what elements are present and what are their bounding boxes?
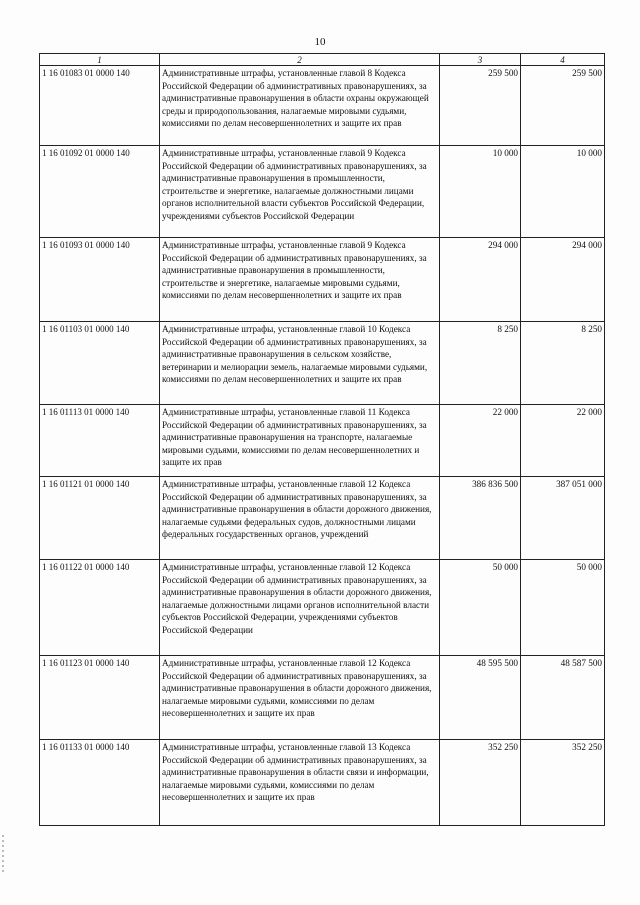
row-code: 1 16 01121 01 0000 140 bbox=[40, 477, 160, 560]
table-row bbox=[40, 477, 605, 560]
table-row bbox=[40, 146, 605, 238]
header-col-4: 4 bbox=[521, 54, 605, 66]
row-code: 1 16 01123 01 0000 140 bbox=[40, 656, 160, 740]
row-code: 1 16 01103 01 0000 140 bbox=[40, 322, 160, 405]
row-code: 1 16 01113 01 0000 140 bbox=[40, 405, 160, 477]
header-col-3: 3 bbox=[440, 54, 521, 66]
row-value-col3: 294 000 bbox=[440, 238, 521, 322]
row-value-col3: 48 595 500 bbox=[440, 656, 521, 740]
row-description: Административные штрафы, установленные главой 12 Кодекса Российской Федерации об административных правонарушениях, за административные правонарушения в области дорожного движения, налагаемые мировыми судьями, комиссиями по делам несовершеннолетних и защите их прав bbox=[160, 656, 440, 740]
row-value-col4: 50 000 bbox=[521, 560, 605, 656]
row-description: Административные штрафы, установленные главой 8 Кодекса Российской Федерации об административных правонарушениях, за административные правонарушения в области охраны окружающей среды и природопользования, налагаемые мировыми судьями, комиссиями по делам несовершеннолетних и защите их прав bbox=[160, 66, 440, 146]
row-description: Административные штрафы, установленные главой 9 Кодекса Российской Федерации об административных правонарушениях, за административные правонарушения в промышленности, строительстве и энергетике, налагаемые должностными лицами органов исполнительной власти субъектов Российской Федерации, учреждениями субъектов Российской Федерации bbox=[160, 146, 440, 238]
row-value-col4: 48 587 500 bbox=[521, 656, 605, 740]
row-code: 1 16 01133 01 0000 140 bbox=[40, 740, 160, 826]
table-row bbox=[40, 238, 605, 322]
table-header bbox=[40, 54, 605, 66]
row-value-col4: 352 250 bbox=[521, 740, 605, 826]
row-code: 1 16 01122 01 0000 140 bbox=[40, 560, 160, 656]
row-value-col3: 352 250 bbox=[440, 740, 521, 826]
table-row bbox=[40, 656, 605, 740]
row-value-col4: 294 000 bbox=[521, 238, 605, 322]
row-value-col4: 259 500 bbox=[521, 66, 605, 146]
row-value-col3: 8 250 bbox=[440, 322, 521, 405]
table-row bbox=[40, 740, 605, 826]
header-col-1: 1 bbox=[40, 54, 160, 66]
page-number: 10 bbox=[314, 36, 326, 48]
row-value-col4: 10 000 bbox=[521, 146, 605, 238]
row-description: Административные штрафы, установленные главой 12 Кодекса Российской Федерации об административных правонарушениях, за административные правонарушения в области дорожного движения, налагаемые должностными лицами органов исполнительной власти субъектов Российской Федерации, учреждениями субъектов Российской Федерации bbox=[160, 560, 440, 656]
row-description: Административные штрафы, установленные главой 9 Кодекса Российской Федерации об административных правонарушениях, за административные правонарушения в промышленности, строительстве и энергетике, налагаемые мировыми судьями, комиссиями по делам несовершеннолетних и защите их прав bbox=[160, 238, 440, 322]
row-value-col4: 8 250 bbox=[521, 322, 605, 405]
header-col-2: 2 bbox=[160, 54, 440, 66]
table-body bbox=[40, 66, 605, 826]
row-description: Административные штрафы, установленные главой 13 Кодекса Российской Федерации об административных правонарушениях, за административные правонарушения в области связи и информации, налагаемые мировыми судьями, комиссиями по делам несовершеннолетних и защите их прав bbox=[160, 740, 440, 826]
row-value-col4: 387 051 000 bbox=[521, 477, 605, 560]
row-value-col3: 386 836 500 bbox=[440, 477, 521, 560]
row-code: 1 16 01092 01 0000 140 bbox=[40, 146, 160, 238]
scan-edge-mark bbox=[2, 835, 4, 875]
row-description: Административные штрафы, установленные главой 11 Кодекса Российской Федерации об административных правонарушениях, за административные правонарушения на транспорте, налагаемые мировыми судьями, комиссиями по делам несовершеннолетних и защите их прав bbox=[160, 405, 440, 477]
table-row bbox=[40, 560, 605, 656]
row-value-col3: 22 000 bbox=[440, 405, 521, 477]
revenue-table bbox=[39, 53, 605, 826]
table-row bbox=[40, 405, 605, 477]
table-row bbox=[40, 322, 605, 405]
row-code: 1 16 01093 01 0000 140 bbox=[40, 238, 160, 322]
row-value-col3: 50 000 bbox=[440, 560, 521, 656]
row-code: 1 16 01083 01 0000 140 bbox=[40, 66, 160, 146]
table-row bbox=[40, 66, 605, 146]
row-value-col3: 259 500 bbox=[440, 66, 521, 146]
row-description: Административные штрафы, установленные главой 12 Кодекса Российской Федерации об административных правонарушениях, за административные правонарушения в области дорожного движения, налагаемые судьями федеральных судов, должностными лицами федеральных государственных органов, учреждений bbox=[160, 477, 440, 560]
row-description: Административные штрафы, установленные главой 10 Кодекса Российской Федерации об административных правонарушениях, за административные правонарушения в сельском хозяйстве, ветеринарии и мелиорации земель, налагаемые мировыми судьями, комиссиями по делам несовершеннолетних и защите их прав bbox=[160, 322, 440, 405]
row-value-col3: 10 000 bbox=[440, 146, 521, 238]
row-value-col4: 22 000 bbox=[521, 405, 605, 477]
